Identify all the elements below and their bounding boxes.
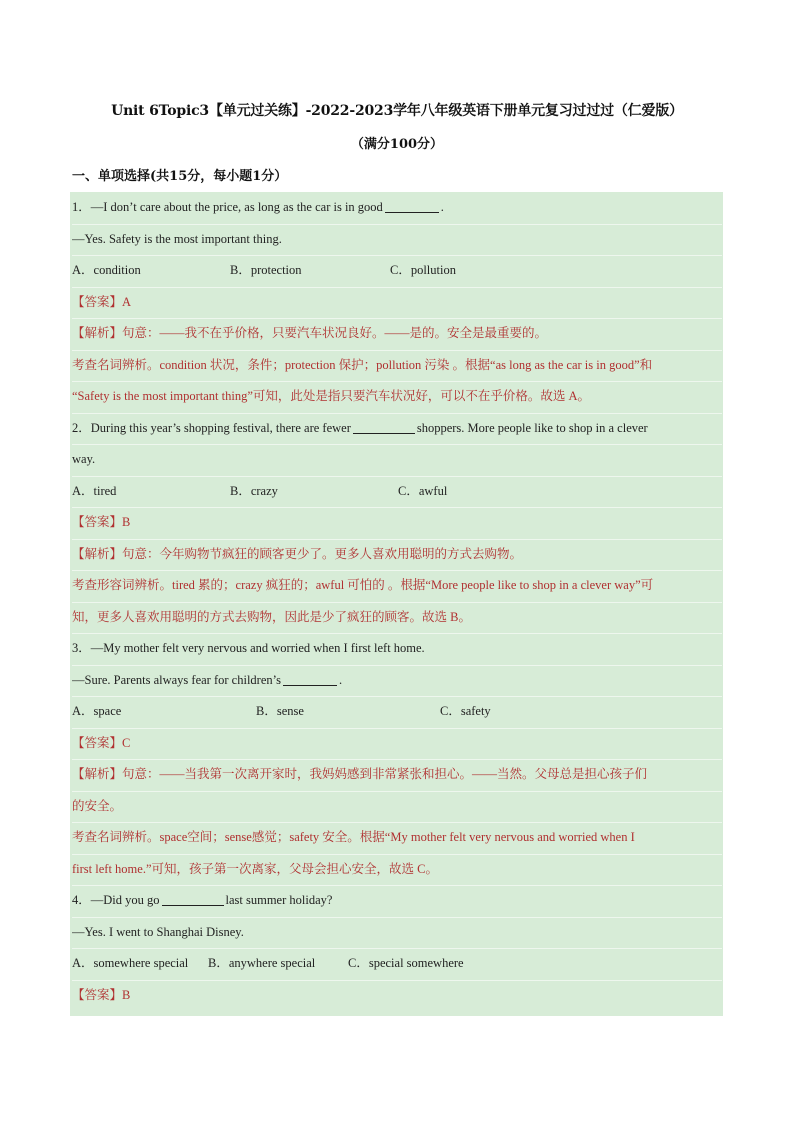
question-1-explanation: “Safety is the most important thing”可知，此处是指只要汽车状况好，可以不在乎价格。故选 A。 (72, 381, 722, 414)
option-c: C．special somewhere (348, 956, 464, 970)
option-a: A．somewhere special (72, 956, 189, 970)
question-2-answer: 【答案】B (72, 507, 722, 540)
question-3-reply (72, 665, 722, 698)
question-text: shoppers. More people like to shop in a clever (416, 420, 648, 435)
question-3-explanation: 【解析】句意：——当我第一次离开家时，我妈妈感到非常紧张和担心。——当然。父母总是担心孩子们 (72, 759, 722, 792)
question-2-explanation: 知，更多人喜欢用聪明的方式去购物，因此是少了疯狂的顾客。故选 B。 (72, 602, 722, 635)
answer-blank (385, 199, 439, 213)
option-c: C．awful (398, 483, 448, 498)
option-b: B．crazy (230, 483, 278, 498)
question-text: 3．—My mother felt very nervous and worried when I first left home. (72, 641, 425, 655)
question-text: . (440, 200, 444, 214)
question-1-answer: 【答案】A (72, 287, 722, 320)
question-text: . (338, 672, 343, 687)
page-title: Unit 6Topic3【单元过关练】-2022-2023学年八年级英语下册单元复习过过过（仁爱版） (111, 103, 683, 119)
option-a: A．space (72, 704, 122, 718)
page-subtitle: （满分100分） (350, 137, 444, 152)
question-4-stem (72, 885, 722, 918)
question-3-options (72, 696, 722, 729)
question-1-reply (72, 224, 722, 257)
question-text: —Yes. I went to Shanghai Disney. (72, 924, 244, 939)
question-text: 1．—I don’t care about the price, as long as the car is in good (72, 200, 383, 214)
question-2-stem-cont (72, 444, 722, 477)
question-2-stem (72, 413, 722, 446)
question-text: —Yes. Safety is the most important thing. (72, 231, 282, 246)
question-text: last summer holiday? (225, 893, 333, 907)
question-3-answer: 【答案】C (72, 728, 722, 761)
question-1-explanation: 【解析】句意：——我不在乎价格，只要汽车状况良好。——是的。安全是最重要的。 (72, 318, 722, 351)
question-4-answer: 【答案】B (72, 987, 131, 1002)
question-text: —Sure. Parents always fear for children’s (72, 672, 281, 687)
question-3-explanation: 考查名词辨析。space空间；sense感觉；safety 安全。根据“My mother felt very nervous and worried when I (72, 822, 722, 855)
question-4-reply (72, 917, 722, 950)
question-1-stem (72, 192, 722, 225)
question-text: 4．—Did you go (72, 893, 160, 907)
answer-blank (162, 892, 224, 906)
question-3-explanation: 的安全。 (72, 791, 722, 824)
question-text: 2．During this year’s shopping festival, there are fewer (72, 420, 351, 435)
question-4-options (72, 948, 722, 981)
option-b: B．protection (230, 263, 302, 277)
option-a: A．tired (72, 483, 117, 498)
option-c: C．pollution (390, 263, 456, 277)
question-2-explanation: 考查形容词辨析。tired 累的；crazy 疯狂的；awful 可怕的 。根据“More people like to shop in a clever way”可 (72, 570, 722, 603)
option-b: B．sense (256, 704, 304, 718)
option-a: A．condition (72, 263, 141, 277)
question-3-stem (72, 633, 722, 666)
answer-blank (283, 672, 337, 686)
option-c: C．safety (440, 704, 491, 718)
question-2-options (72, 476, 722, 509)
question-3-explanation: first left home.”可知，孩子第一次离家，父母会担心安全，故选 C。 (72, 854, 722, 887)
question-2-explanation: 【解析】句意：今年购物节疯狂的顾客更少了。更多人喜欢用聪明的方式去购物。 (72, 539, 722, 572)
section-heading: 一、单项选择(共15分，每小题1分） (72, 169, 288, 184)
question-text: way. (72, 452, 96, 466)
option-b: B．anywhere special (208, 956, 316, 970)
answer-blank (353, 420, 415, 434)
question-1-explanation: 考查名词辨析。condition 状况，条件；protection 保护；pollution 污染 。根据“as long as the car is in good”和 (72, 350, 722, 383)
question-1-options (72, 255, 722, 288)
